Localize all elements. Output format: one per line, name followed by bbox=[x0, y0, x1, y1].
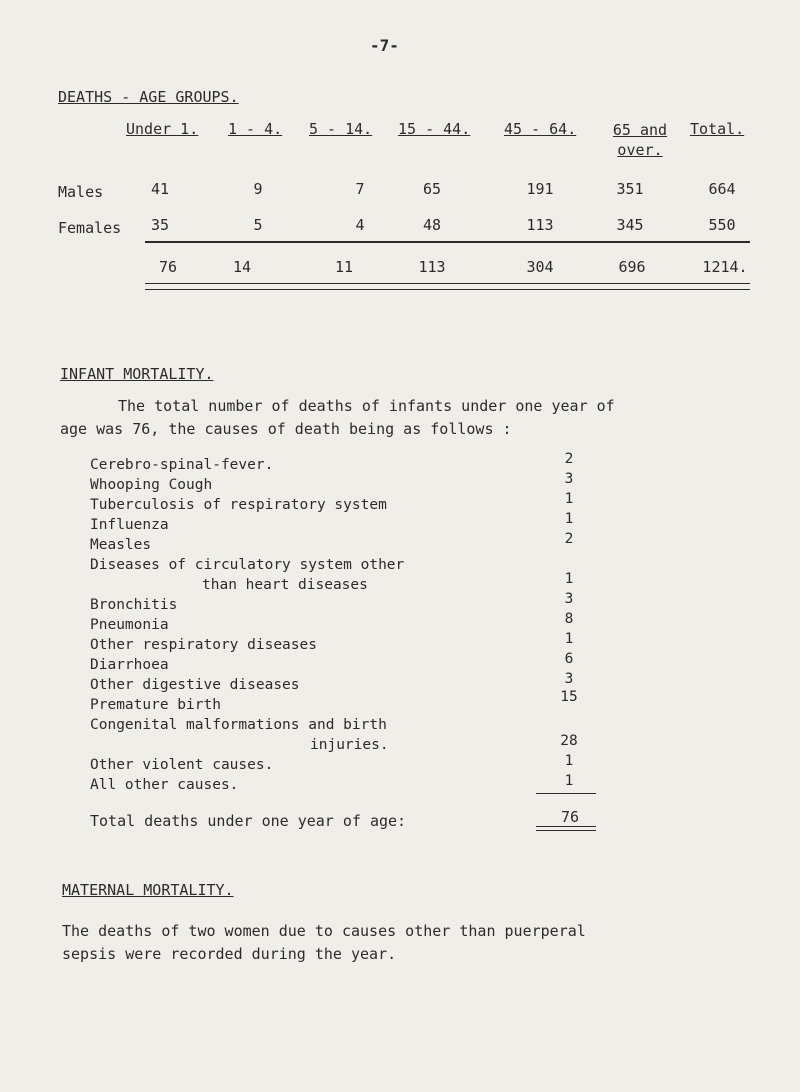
cause-value: 1 bbox=[564, 773, 574, 789]
page-number: -7- bbox=[370, 36, 399, 55]
col-header-1-4: 1 - 4. bbox=[228, 120, 283, 138]
cause-label: Congenital malformations and birth bbox=[90, 717, 387, 733]
cause-value: 2 bbox=[564, 531, 574, 547]
col-header-65-over: 65 and over. bbox=[612, 121, 668, 159]
total-cell: 14 bbox=[232, 258, 252, 276]
cause-label: Tuberculosis of respiratory system bbox=[90, 497, 387, 513]
col-header-under-1: Under 1. bbox=[126, 120, 199, 138]
subtotal-rule bbox=[536, 793, 596, 794]
row-label-males: Males bbox=[58, 183, 104, 201]
col-header-45-64: 45 - 64. bbox=[504, 120, 577, 138]
table-cell: 550 bbox=[708, 216, 736, 234]
infant-total-label: Total deaths under one year of age: bbox=[90, 812, 407, 830]
table-cell: 65 bbox=[422, 180, 442, 198]
cause-label: Diarrhoea bbox=[90, 657, 169, 673]
cause-value: 1 bbox=[564, 753, 574, 769]
infant-intro-line1: The total number of deaths of infants under one year of bbox=[118, 397, 615, 415]
cause-label: Cerebro-spinal-fever. bbox=[90, 457, 274, 473]
table-cell: 35 bbox=[150, 216, 170, 234]
total-rule bbox=[145, 241, 750, 243]
maternal-mortality-heading: MATERNAL MORTALITY. bbox=[62, 881, 234, 899]
table-cell: 351 bbox=[616, 180, 644, 198]
table-cell: 5 bbox=[253, 216, 263, 234]
total-cell: 696 bbox=[618, 258, 646, 276]
table-cell: 4 bbox=[355, 216, 365, 234]
cause-value: 6 bbox=[564, 651, 574, 667]
table-cell: 48 bbox=[422, 216, 442, 234]
total-double-rule-bottom bbox=[536, 830, 596, 831]
cause-label: Measles bbox=[90, 537, 152, 553]
table-cell: 9 bbox=[253, 180, 263, 198]
table-cell: 41 bbox=[150, 180, 170, 198]
cause-value: 8 bbox=[564, 611, 574, 627]
cause-value: 3 bbox=[564, 671, 574, 687]
cause-label-continued: than heart diseases bbox=[202, 577, 368, 593]
table-cell: 7 bbox=[355, 180, 365, 198]
col-header-total: Total. bbox=[690, 120, 745, 138]
cause-label: Bronchitis bbox=[90, 597, 178, 613]
col-header-15-44: 15 - 44. bbox=[398, 120, 471, 138]
total-cell: 76 bbox=[158, 258, 178, 276]
cause-label: Whooping Cough bbox=[90, 477, 213, 493]
cause-value: 1 bbox=[564, 631, 574, 647]
cause-value: 3 bbox=[564, 591, 574, 607]
maternal-line2: sepsis were recorded during the year. bbox=[62, 945, 397, 963]
table-cell: 191 bbox=[526, 180, 554, 198]
cause-label: Other digestive diseases bbox=[90, 677, 300, 693]
row-label-females: Females bbox=[58, 219, 122, 237]
cause-value: 1 bbox=[564, 491, 574, 507]
double-rule-top bbox=[145, 283, 750, 284]
cause-value: 2 bbox=[564, 451, 574, 467]
cause-label: All other causes. bbox=[90, 777, 239, 793]
col-header-5-14: 5 - 14. bbox=[309, 120, 373, 138]
total-cell: 11 bbox=[334, 258, 354, 276]
maternal-line1: The deaths of two women due to causes other than puerperal bbox=[62, 922, 586, 940]
table-cell: 664 bbox=[708, 180, 736, 198]
cause-value: 3 bbox=[564, 471, 574, 487]
infant-intro-line2: age was 76, the causes of death being as follows : bbox=[60, 420, 512, 438]
cause-label: Pneumonia bbox=[90, 617, 169, 633]
total-double-rule-top bbox=[536, 826, 596, 827]
double-rule-bottom bbox=[145, 289, 750, 290]
cause-value: 28 bbox=[560, 733, 578, 749]
cause-label-continued: injuries. bbox=[310, 737, 389, 753]
cause-value: 1 bbox=[564, 571, 574, 587]
age-groups-heading: DEATHS - AGE GROUPS. bbox=[58, 88, 239, 106]
cause-label: Influenza bbox=[90, 517, 169, 533]
total-cell: 113 bbox=[418, 258, 446, 276]
total-cell: 1214. bbox=[702, 258, 748, 276]
total-cell: 304 bbox=[526, 258, 554, 276]
cause-label: Premature birth bbox=[90, 697, 221, 713]
infant-mortality-heading: INFANT MORTALITY. bbox=[60, 365, 214, 383]
cause-label: Diseases of circulatory system other bbox=[90, 557, 405, 573]
cause-label: Other respiratory diseases bbox=[90, 637, 317, 653]
cause-value: 15 bbox=[560, 689, 578, 705]
table-cell: 113 bbox=[526, 216, 554, 234]
table-cell: 345 bbox=[616, 216, 644, 234]
infant-total-value: 76 bbox=[560, 808, 580, 826]
cause-label: Other violent causes. bbox=[90, 757, 274, 773]
cause-value: 1 bbox=[564, 511, 574, 527]
